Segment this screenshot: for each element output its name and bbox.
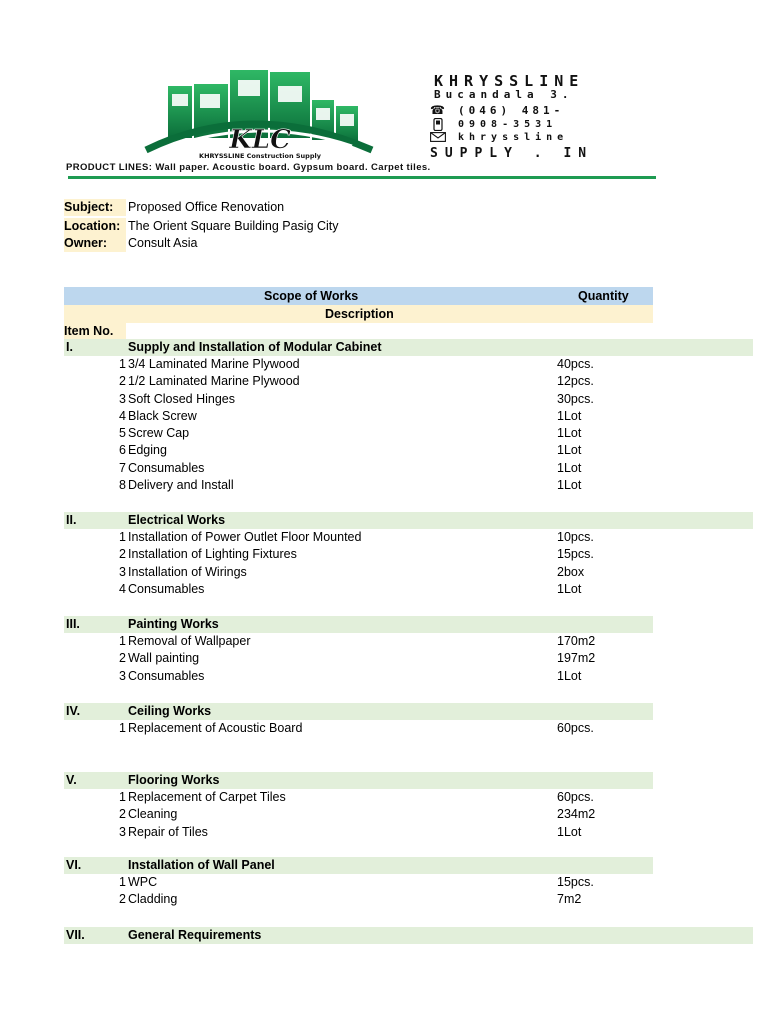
item-description: Installation of Wirings [128,565,247,579]
item-quantity: 1Lot [557,825,582,839]
item-number: 2 [119,547,126,561]
owner-label: Owner: [64,235,126,252]
item-number: 4 [119,582,126,596]
phone-line: (046) 481- [458,104,565,117]
subject-label: Subject: [64,199,126,216]
item-number: 1 [119,721,126,735]
item-number: 1 [119,790,126,804]
item-no-header: Item No. [64,323,126,340]
item-number: 6 [119,443,126,457]
item-description: Black Screw [128,409,197,423]
section-number: VII. [66,928,85,942]
item-description: Delivery and Install [128,478,234,492]
item-description: Consumables [128,461,205,475]
item-description: Repair of Tiles [128,825,208,839]
item-quantity: 10pcs. [557,530,594,544]
item-quantity: 1Lot [557,426,582,440]
item-quantity: 40pcs. [557,357,594,371]
item-quantity: 170m2 [557,634,596,648]
item-quantity: 60pcs. [557,790,594,804]
owner-value: Consult Asia [128,236,198,250]
location-label: Location: [64,218,126,235]
item-description: Replacement of Acoustic Board [128,721,303,735]
section-number: I. [66,340,73,354]
item-number: 3 [119,565,126,579]
item-number: 3 [119,669,126,683]
item-quantity: 15pcs. [557,875,594,889]
section-title: General Requirements [128,928,262,942]
item-description: Cleaning [128,807,178,821]
item-quantity: 2box [557,565,585,579]
item-quantity: 12pcs. [557,374,594,388]
item-number: 1 [119,530,126,544]
item-description: Soft Closed Hinges [128,392,236,406]
section-title: Installation of Wall Panel [128,858,275,872]
item-description: WPC [128,875,158,889]
item-number: 2 [119,892,126,906]
item-number: 4 [119,409,126,423]
address-line: Bucandala 3. [434,88,574,101]
item-description: Wall painting [128,651,200,665]
item-description: Removal of Wallpaper [128,634,251,648]
subject-value: Proposed Office Renovation [128,200,285,214]
section-title: Painting Works [128,617,219,631]
table-header-row [64,287,653,305]
item-number: 2 [119,651,126,665]
item-number: 3 [119,392,126,406]
supply-line: SUPPLY . IN [430,146,594,161]
section-number: II. [66,513,77,527]
item-number: 2 [119,807,126,821]
letterhead-divider [68,176,656,179]
item-description: Installation of Lighting Fixtures [128,547,297,561]
section-title: Supply and Installation of Modular Cabinet [128,340,382,354]
item-number: 2 [119,374,126,388]
item-number: 1 [119,634,126,648]
item-number: 5 [119,426,126,440]
item-quantity: 1Lot [557,582,582,596]
product-lines: PRODUCT LINES: Wall paper. Acoustic board. Gypsum board. Carpet tiles. [66,162,431,173]
klc-logo [142,68,442,160]
company-name: KHRYSSLINE [434,72,585,90]
item-quantity: 7m2 [557,892,582,906]
section-number: V. [66,773,77,787]
item-quantity: 1Lot [557,443,582,457]
item-quantity: 1Lot [557,669,582,683]
item-description: 3/4 Laminated Marine Plywood [128,357,300,371]
section-title: Flooring Works [128,773,220,787]
section-number: IV. [66,704,81,718]
item-quantity: 30pcs. [557,392,594,406]
logo-subtext: KHRYSSLINE Construction Supply [199,152,321,160]
phone-icon: ☎ [430,103,445,117]
item-description: Replacement of Carpet Tiles [128,790,286,804]
section-title: Electrical Works [128,513,226,527]
item-number: 1 [119,875,126,889]
quantity-header: Quantity [578,289,629,303]
item-description: Consumables [128,669,205,683]
section-number: VI. [66,858,82,872]
mobile-icon [433,118,443,133]
item-description: Consumables [128,582,205,596]
item-quantity: 1Lot [557,409,582,423]
location-value: The Orient Square Building Pasig City [128,219,339,233]
email-line: khryssline [458,132,569,143]
item-description: Cladding [128,892,178,906]
item-quantity: 60pcs. [557,721,594,735]
item-description: Installation of Power Outlet Floor Mounted [128,530,362,544]
item-quantity: 234m2 [557,807,596,821]
envelope-icon [430,132,446,144]
section-number: III. [66,617,80,631]
item-quantity: 1Lot [557,478,582,492]
letterhead [64,64,656,182]
item-number: 7 [119,461,126,475]
item-number: 1 [119,357,126,371]
logo-text: KLC [229,125,291,155]
scope-of-works-header: Scope of Works [264,289,359,303]
item-quantity: 197m2 [557,651,596,665]
description-header: Description [325,307,394,321]
item-description: Screw Cap [128,426,190,440]
item-quantity: 1Lot [557,461,582,475]
mobile-line: 0908-3531 [458,119,558,130]
section-title: Ceiling Works [128,704,212,718]
item-description: 1/2 Laminated Marine Plywood [128,374,300,388]
item-quantity: 15pcs. [557,547,594,561]
item-description: Edging [128,443,167,457]
item-number: 8 [119,478,126,492]
item-number: 3 [119,825,126,839]
